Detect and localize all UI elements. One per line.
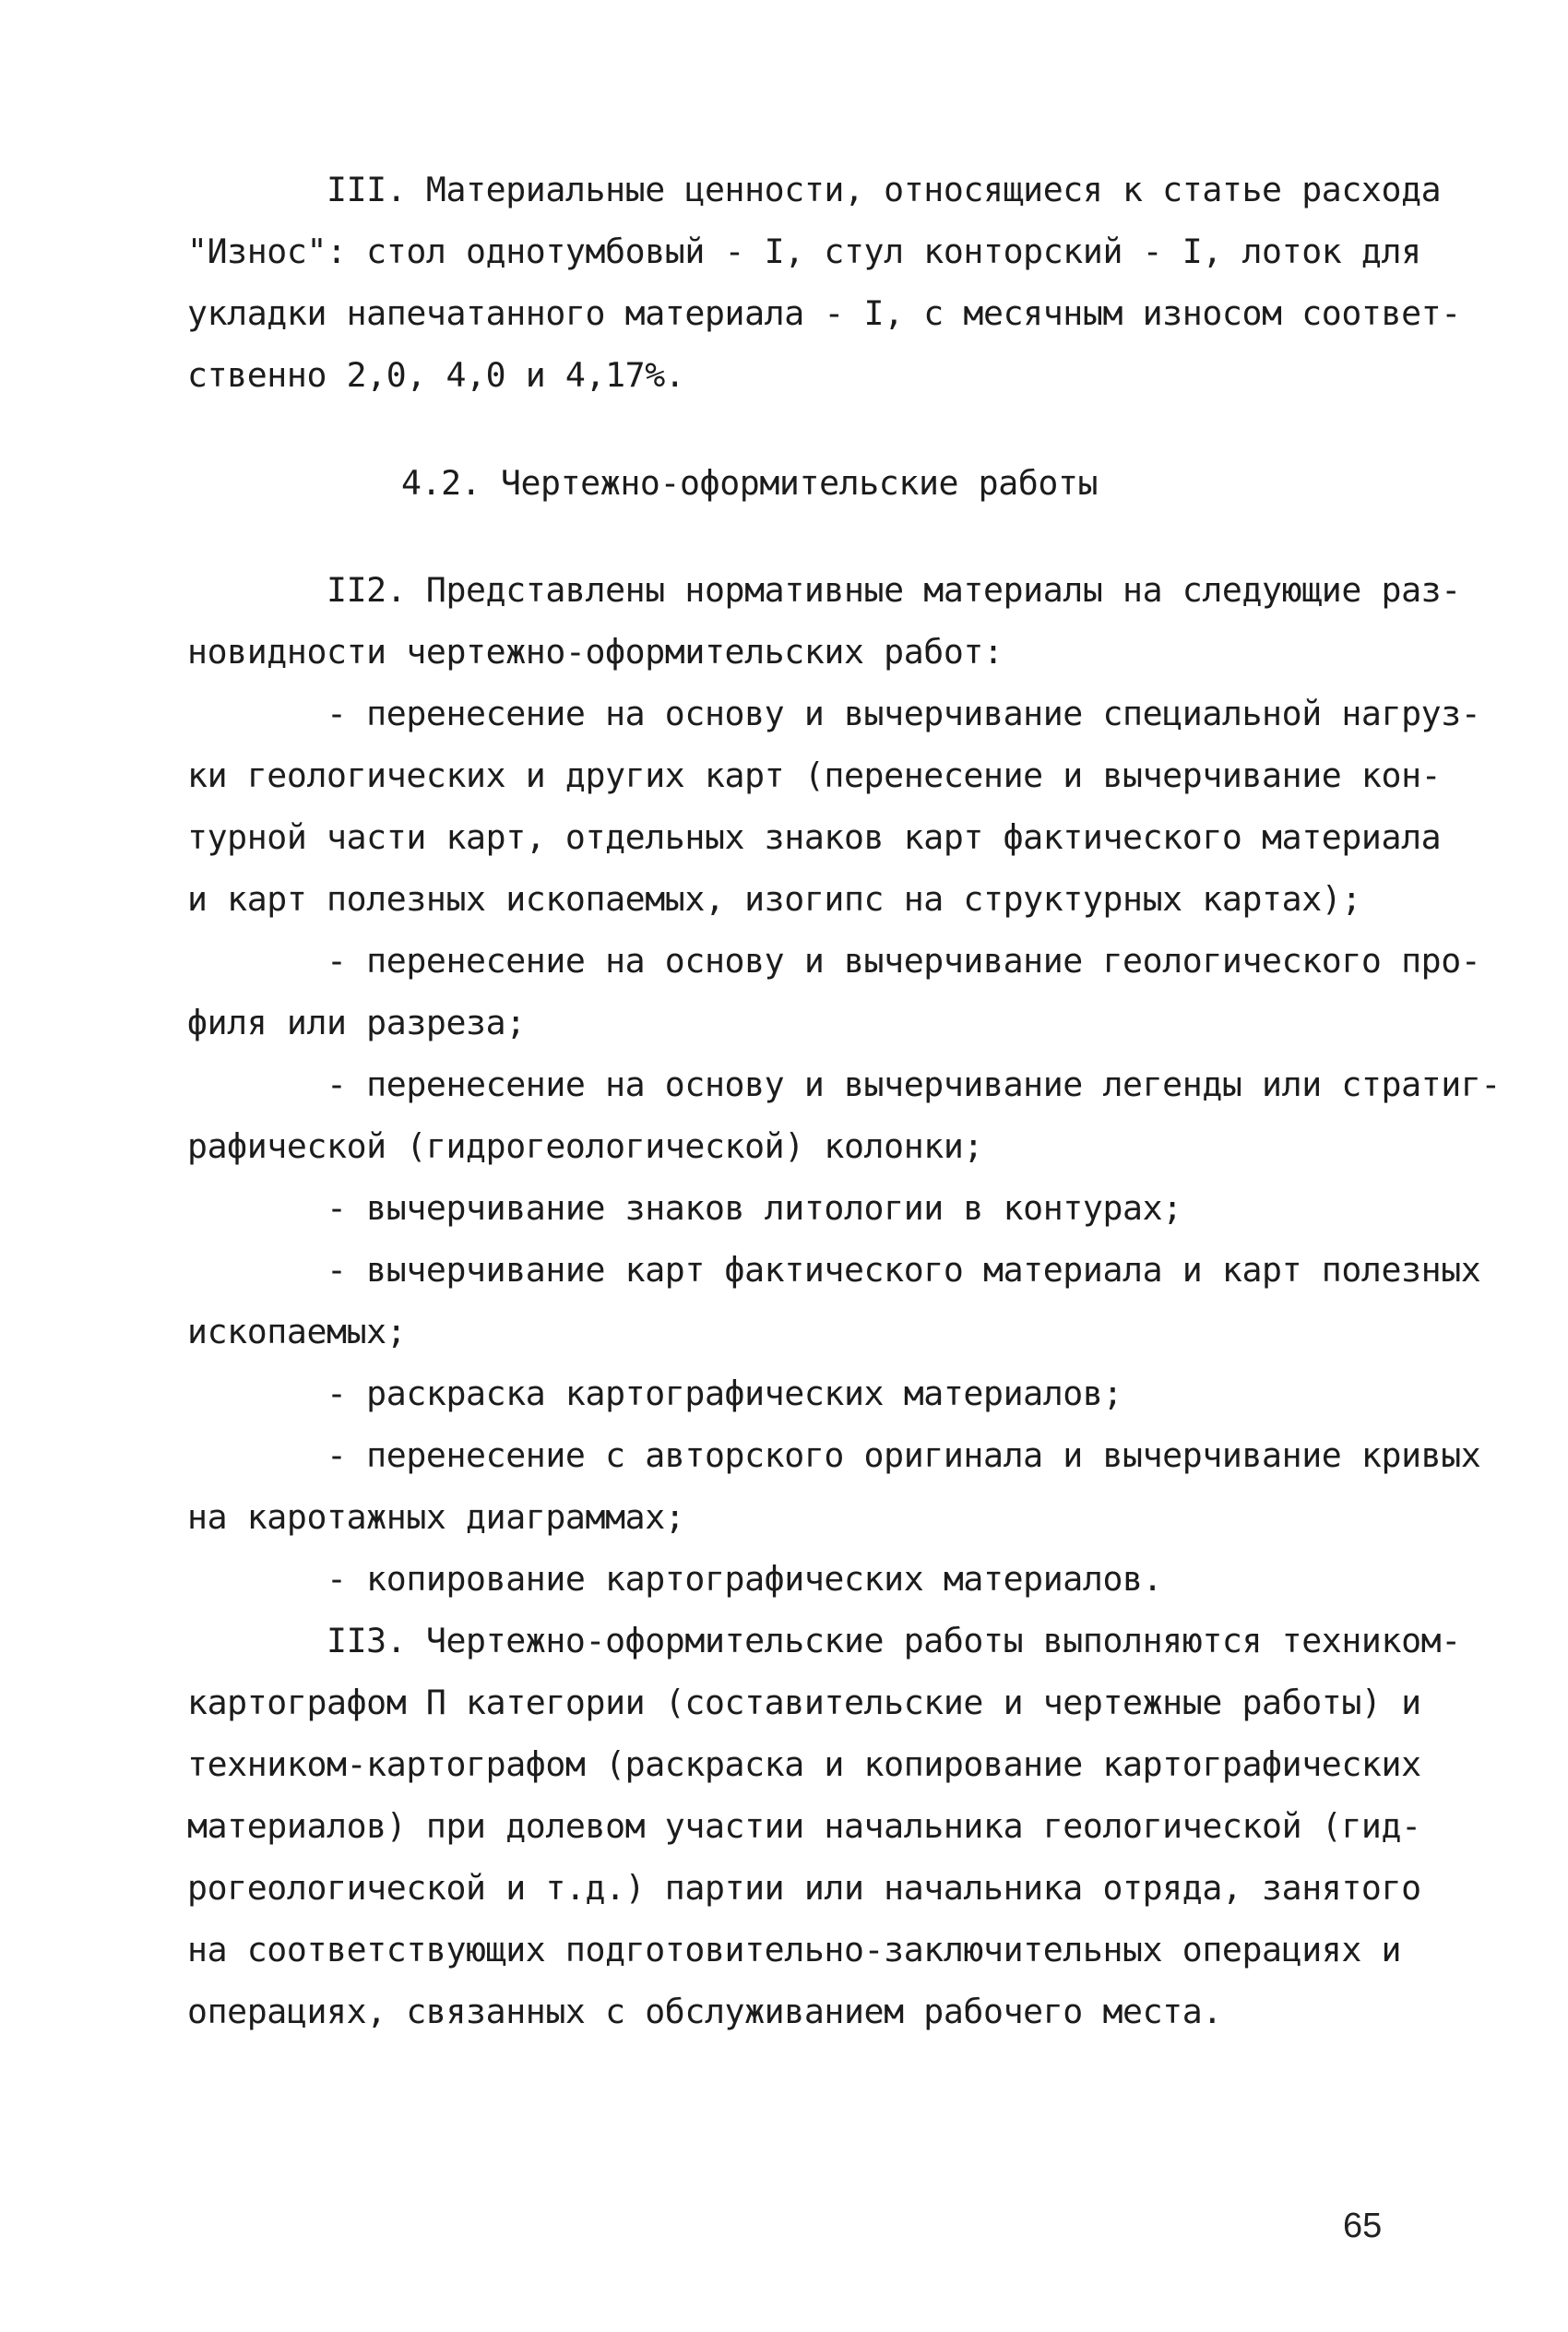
- paragraph-line: укладки напечатанного материала - I, с месячным износом соответ-: [187, 293, 1461, 333]
- paragraph-line: ки геологических и других карт (перенесение и вычерчивание кон-: [187, 756, 1442, 795]
- paragraph-line: "Износ": стол однотумбовый - I, стул конторский - I, лоток для: [187, 232, 1421, 271]
- paragraph-line: III. Материальные ценности, относящиеся к статье расхода: [187, 170, 1442, 209]
- paragraph-line: на соответствующих подготовительно-заключительных операциях и: [187, 1930, 1402, 1969]
- list-item: - перенесение на основу и вычерчивание легенды или стратиг-: [187, 1065, 1501, 1104]
- paragraph-line: филя или разреза;: [187, 1003, 526, 1042]
- paragraph-line: операциях, связанных с обслуживанием рабочего места.: [187, 1992, 1222, 2031]
- list-item: - раскраска картографических материалов;: [187, 1374, 1123, 1413]
- paragraph-line: и карт полезных ископаемых, изогипс на структурных картах);: [187, 879, 1361, 919]
- paragraph-111: [187, 159, 1461, 406]
- list-item: - перенесение с авторского оригинала и вычерчивание кривых: [187, 1435, 1481, 1475]
- list-item: - перенесение на основу и вычерчивание специальной нагруз-: [187, 694, 1481, 733]
- paragraph-line: материалов) при долевом участии начальника геологической (гид-: [187, 1806, 1421, 1846]
- paragraph-line: II3. Чертежно-оформительские работы выполняются техником-: [187, 1621, 1461, 1660]
- paragraph-line: рафической (гидрогеологической) колонки;: [187, 1126, 983, 1166]
- paragraph-line: ственно 2,0, 4,0 и 4,17%.: [187, 355, 685, 395]
- paragraph-line: ископаемых;: [187, 1312, 407, 1351]
- page-number: 65: [1343, 2207, 1383, 2245]
- list-item: - вычерчивание карт фактического материала и карт полезных: [187, 1250, 1481, 1290]
- list-item: - перенесение на основу и вычерчивание геологического про-: [187, 941, 1481, 981]
- section-heading: 4.2. Чертежно-оформительские работы: [401, 463, 1099, 503]
- paragraph-112: [187, 559, 1501, 1610]
- paragraph-line: новидности чертежно-оформительских работ:: [187, 632, 1004, 672]
- paragraph-113: [187, 1610, 1461, 2042]
- list-item: - вычерчивание знаков литологии в контурах;: [187, 1188, 1182, 1228]
- paragraph-line: на каротажных диаграммах;: [187, 1497, 685, 1537]
- list-item: - копирование картографических материалов.: [187, 1559, 1163, 1599]
- paragraph-line: турной части карт, отдельных знаков карт фактического материала: [187, 817, 1442, 857]
- paragraph-line: рогеологической и т.д.) партии или начальника отряда, занятого: [187, 1868, 1421, 1908]
- paragraph-line: картографом П категории (составительские и чертежные работы) и: [187, 1683, 1421, 1722]
- paragraph-line: II2. Представлены нормативные материалы на следующие раз-: [187, 570, 1461, 610]
- paragraph-line: техником-картографом (раскраска и копирование картографических: [187, 1744, 1421, 1784]
